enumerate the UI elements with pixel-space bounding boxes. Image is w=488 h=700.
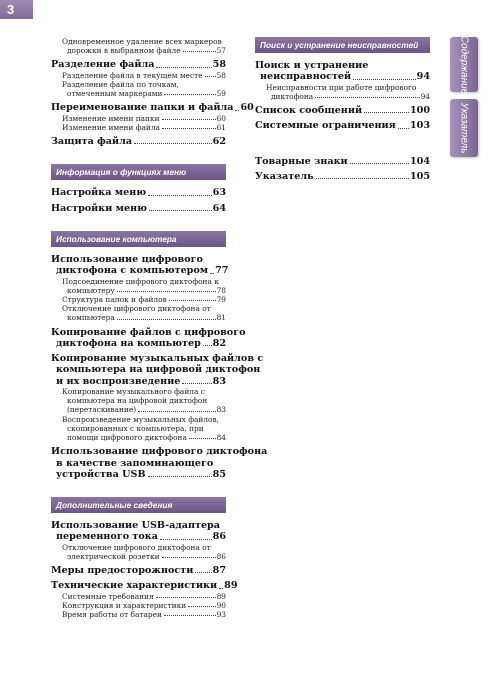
page-ref: 85 — [212, 468, 226, 480]
toc-subentry[interactable] — [51, 304, 226, 322]
dot-leader — [117, 291, 216, 292]
toc-entry[interactable] — [51, 520, 226, 543]
toc-entry[interactable] — [51, 187, 226, 198]
toc-subentry[interactable] — [51, 601, 226, 610]
toc-entry-line — [51, 203, 226, 214]
toc-entry-line — [62, 592, 226, 601]
toc-entry[interactable] — [51, 136, 226, 147]
toc-entry-text: Время работы от батареи — [62, 610, 162, 620]
toc-entry-text: компьютера на цифровой диктофон — [56, 364, 261, 376]
toc-subentry[interactable] — [51, 295, 226, 304]
dot-leader — [117, 319, 216, 320]
toc-entry[interactable] — [51, 253, 229, 277]
page-ref: 93 — [216, 610, 226, 620]
page-ref: 60 — [240, 102, 254, 114]
dot-leader — [134, 143, 212, 144]
toc-entry-text: компьютера на цифровой диктофон — [67, 396, 208, 406]
toc-entry-text: Список сообщений — [255, 105, 363, 116]
toc-entry-line — [62, 46, 226, 55]
toc-entry-text: диктофона на компьютер — [56, 337, 201, 349]
page-ref: 94 — [416, 71, 430, 83]
toc-entry-text: Изменение имени файла — [62, 122, 160, 132]
toc-entry-line — [62, 610, 226, 619]
tab-index[interactable] — [450, 99, 478, 157]
page-ref: 79 — [216, 294, 226, 304]
toc-entry-line — [51, 187, 226, 198]
toc-entry-text: Меры предосторожности — [51, 565, 194, 577]
toc-entry-text: Копирование музыкальных файлов с — [51, 353, 264, 365]
toc-subentry[interactable] — [51, 592, 226, 601]
toc-subentry[interactable] — [255, 83, 430, 101]
toc-entry-text: в качестве запоминающего — [56, 457, 214, 469]
dot-leader — [162, 119, 216, 120]
toc-group — [51, 187, 226, 214]
page-ref: 86 — [212, 531, 226, 543]
page-ref: 86 — [216, 551, 226, 561]
toc-subentry[interactable] — [51, 543, 226, 561]
page-ref: 57 — [216, 46, 226, 56]
toc-subentry[interactable] — [51, 37, 226, 55]
toc-entry-text: Воспроизведение музыкальных файлов, — [62, 414, 219, 424]
page-ref: 105 — [409, 170, 430, 182]
toc-entry-text: компьютера — [67, 313, 115, 323]
toc-entry-line — [51, 265, 229, 277]
page-ref: 90 — [216, 600, 226, 610]
tab-index-label: Указатель — [458, 102, 470, 154]
toc-entry-line — [62, 71, 226, 80]
dot-leader — [210, 273, 214, 274]
toc-entry-text: Указатель — [255, 170, 314, 182]
toc-subentry[interactable] — [51, 71, 226, 80]
toc-entry[interactable] — [51, 203, 226, 214]
dot-leader — [316, 178, 409, 179]
toc-entry-line — [62, 313, 226, 322]
dot-leader — [350, 163, 409, 164]
dot-leader — [398, 128, 409, 129]
toc-entry[interactable] — [255, 156, 430, 167]
dot-leader — [164, 94, 215, 95]
page-ref: 64 — [212, 202, 226, 214]
toc-entry-text: Копирование файлов с цифрового — [51, 326, 246, 338]
toc-entry-text: (перетаскивание) — [67, 405, 137, 415]
section-header-computer: Использование компьютера — [51, 231, 226, 247]
toc-entry-text: устройства USB — [56, 468, 146, 480]
toc-entry[interactable] — [51, 326, 246, 350]
toc-entry-text: Неисправности при работе цифрового — [266, 82, 417, 92]
page-ref: 83 — [216, 405, 226, 415]
page-ref: 82 — [212, 337, 226, 349]
toc-right-column — [255, 37, 430, 182]
toc-entry-line — [51, 338, 226, 349]
dot-leader — [162, 128, 216, 129]
dot-leader — [138, 411, 215, 412]
toc-entry[interactable] — [51, 580, 238, 592]
toc-entry-text: Одновременное удаление всех маркеров — [62, 37, 222, 46]
toc-entry-text: Использование USB-адаптера — [51, 520, 220, 532]
toc-entry-line — [51, 136, 226, 147]
page-ref: 63 — [212, 187, 226, 199]
dot-leader — [219, 588, 223, 589]
toc-entry-text: переменного тока — [56, 531, 158, 543]
dot-leader — [149, 210, 212, 211]
toc-entry-text: Разделение файла в текущем месте — [62, 70, 203, 80]
toc-entry-line — [62, 286, 226, 295]
dot-leader — [235, 110, 239, 111]
toc-entry-text: Товарные знаки — [255, 155, 348, 167]
dot-leader — [164, 615, 216, 616]
toc-entry-line — [51, 59, 226, 70]
toc-entry-text: Разделение файла — [51, 59, 155, 71]
dot-leader — [205, 76, 216, 77]
toc-entry-text: Технические характеристики — [51, 580, 218, 592]
toc-subentry[interactable] — [51, 114, 226, 123]
toc-entry-text: Системные ограничения — [255, 120, 396, 132]
page-ref: 58 — [216, 70, 226, 80]
toc-entry-text: Использование цифрового — [51, 253, 203, 265]
dot-leader — [364, 112, 409, 113]
toc-entry[interactable] — [255, 120, 430, 131]
page-ref: 87 — [212, 565, 226, 577]
toc-entry-line — [62, 405, 226, 414]
toc-entry[interactable] — [51, 353, 264, 387]
toc-entry-text: Отключение цифрового диктофона от — [62, 304, 211, 314]
page-ref: 89 — [224, 580, 238, 592]
toc-subentry[interactable] — [51, 415, 226, 443]
toc-entry-line — [51, 102, 254, 114]
toc-group — [255, 156, 430, 183]
page-ref: 62 — [212, 136, 226, 148]
toc-entry-line — [51, 531, 226, 542]
toc-entry-text: Настройка меню — [51, 187, 147, 199]
toc-entry-text: Конструкция и характеристики — [62, 600, 187, 610]
toc-entry-text: Отключение цифрового диктофона от — [62, 542, 211, 552]
toc-left-column — [51, 37, 268, 620]
page-ref: 60 — [216, 113, 226, 123]
page-ref: 78 — [216, 285, 226, 295]
toc-entry-text: компьютеру — [67, 285, 115, 295]
page-ref: 103 — [409, 120, 430, 132]
toc-entry-text: Использование цифрового диктофона — [51, 446, 268, 458]
toc-entry-line — [62, 89, 226, 98]
toc-entry-text: Структура папок и файлов — [62, 294, 167, 304]
toc-entry-line — [51, 580, 238, 592]
toc-entry-text: Переименование папки и файла — [51, 102, 234, 114]
toc-entry[interactable] — [51, 59, 226, 70]
dot-leader — [156, 597, 216, 598]
dot-leader — [169, 300, 216, 301]
page-ref: 59 — [216, 89, 226, 99]
toc-entry-text: скопированных с компьютера, при — [67, 423, 204, 433]
toc-entry-line — [255, 156, 430, 167]
toc-group — [51, 253, 268, 480]
dot-leader — [183, 51, 216, 52]
page-ref: 84 — [216, 433, 226, 443]
page-ref: 94 — [420, 91, 430, 101]
toc-group — [255, 60, 430, 132]
toc-entry-line — [62, 433, 226, 442]
toc-entry-text: неисправностей — [260, 71, 352, 83]
toc-entry-line — [255, 105, 430, 116]
toc-entry-line — [51, 376, 226, 387]
dot-leader — [353, 79, 416, 80]
page-ref: 83 — [212, 375, 226, 387]
toc-entry-text: Защита файла — [51, 136, 133, 148]
dot-leader — [162, 557, 216, 558]
toc-entry-line — [51, 565, 226, 576]
toc-group — [51, 520, 238, 620]
toc-subentry[interactable] — [51, 610, 226, 619]
toc-entry-text: Настройки меню — [51, 202, 147, 214]
section-header-additional: Дополнительные сведения — [51, 497, 226, 513]
toc-entry-line — [255, 120, 430, 131]
toc-subentry[interactable] — [51, 387, 226, 415]
toc-entry-text: дорожки в выбранном файле — [67, 46, 181, 56]
page-ref: 89 — [216, 591, 226, 601]
dot-leader — [315, 97, 419, 98]
dot-leader — [148, 476, 212, 477]
toc-entry-line — [255, 71, 430, 82]
dot-leader — [188, 606, 215, 607]
page-ref: 104 — [409, 155, 430, 167]
toc-entry[interactable] — [51, 565, 226, 576]
toc-entry[interactable] — [51, 446, 268, 480]
tab-contents-label: Содержание — [458, 35, 470, 94]
section-header-menu: Информация о функциях меню — [51, 164, 226, 180]
section-header-troubleshooting: Поиск и устранение неисправностей — [255, 37, 430, 53]
toc-entry-text: Системные требования — [62, 591, 154, 601]
toc-entry-text: диктофона — [271, 91, 314, 101]
dot-leader — [156, 67, 211, 68]
dot-leader — [195, 572, 211, 573]
dot-leader — [160, 539, 212, 540]
toc-entry-line — [255, 171, 430, 182]
toc-entry-text: Подсоединение цифрового диктофона к — [62, 276, 219, 286]
toc-entry-line — [62, 114, 226, 123]
toc-subentry[interactable] — [51, 277, 226, 295]
page-ref: 100 — [409, 105, 430, 116]
page-ref: 81 — [216, 313, 226, 323]
toc-group — [51, 37, 254, 148]
toc-entry-text: Поиск и устранение — [255, 60, 369, 71]
toc-entry-line — [51, 469, 226, 480]
toc-entry-line — [62, 601, 226, 610]
toc-entry-text: диктофона с компьютером — [56, 265, 209, 277]
toc-entry-line — [266, 92, 430, 101]
page-ref: 77 — [215, 265, 229, 277]
toc-subentry[interactable] — [51, 80, 226, 98]
toc-entry[interactable] — [51, 102, 254, 114]
toc-entry-text: помощи цифрового диктофона — [67, 433, 187, 443]
dot-leader — [148, 195, 212, 196]
toc-entry-text: Изменение имени папки — [62, 113, 160, 123]
toc-entry[interactable] — [255, 60, 430, 83]
toc-entry-text: и их воспроизведение — [56, 375, 181, 387]
toc-entry-line — [62, 123, 226, 132]
toc-entry-line — [62, 295, 226, 304]
page-number: 3 — [0, 0, 33, 19]
tab-contents[interactable] — [450, 37, 478, 92]
toc-entry[interactable] — [255, 105, 430, 116]
toc-entry-text: электрической розетки — [67, 551, 160, 561]
dot-leader — [203, 345, 212, 346]
page-ref: 61 — [216, 122, 226, 132]
toc-entry-line — [62, 552, 226, 561]
toc-entry-text: Копирование музыкального файла с — [62, 387, 205, 396]
page-ref: 58 — [212, 59, 226, 71]
toc-entry-text: отмеченным маркерами — [67, 89, 163, 99]
toc-entry[interactable] — [255, 171, 430, 182]
dot-leader — [189, 438, 216, 439]
dot-leader — [182, 383, 211, 384]
toc-entry-text: Разделение файла по точкам, — [62, 79, 179, 89]
toc-subentry[interactable] — [51, 123, 226, 132]
